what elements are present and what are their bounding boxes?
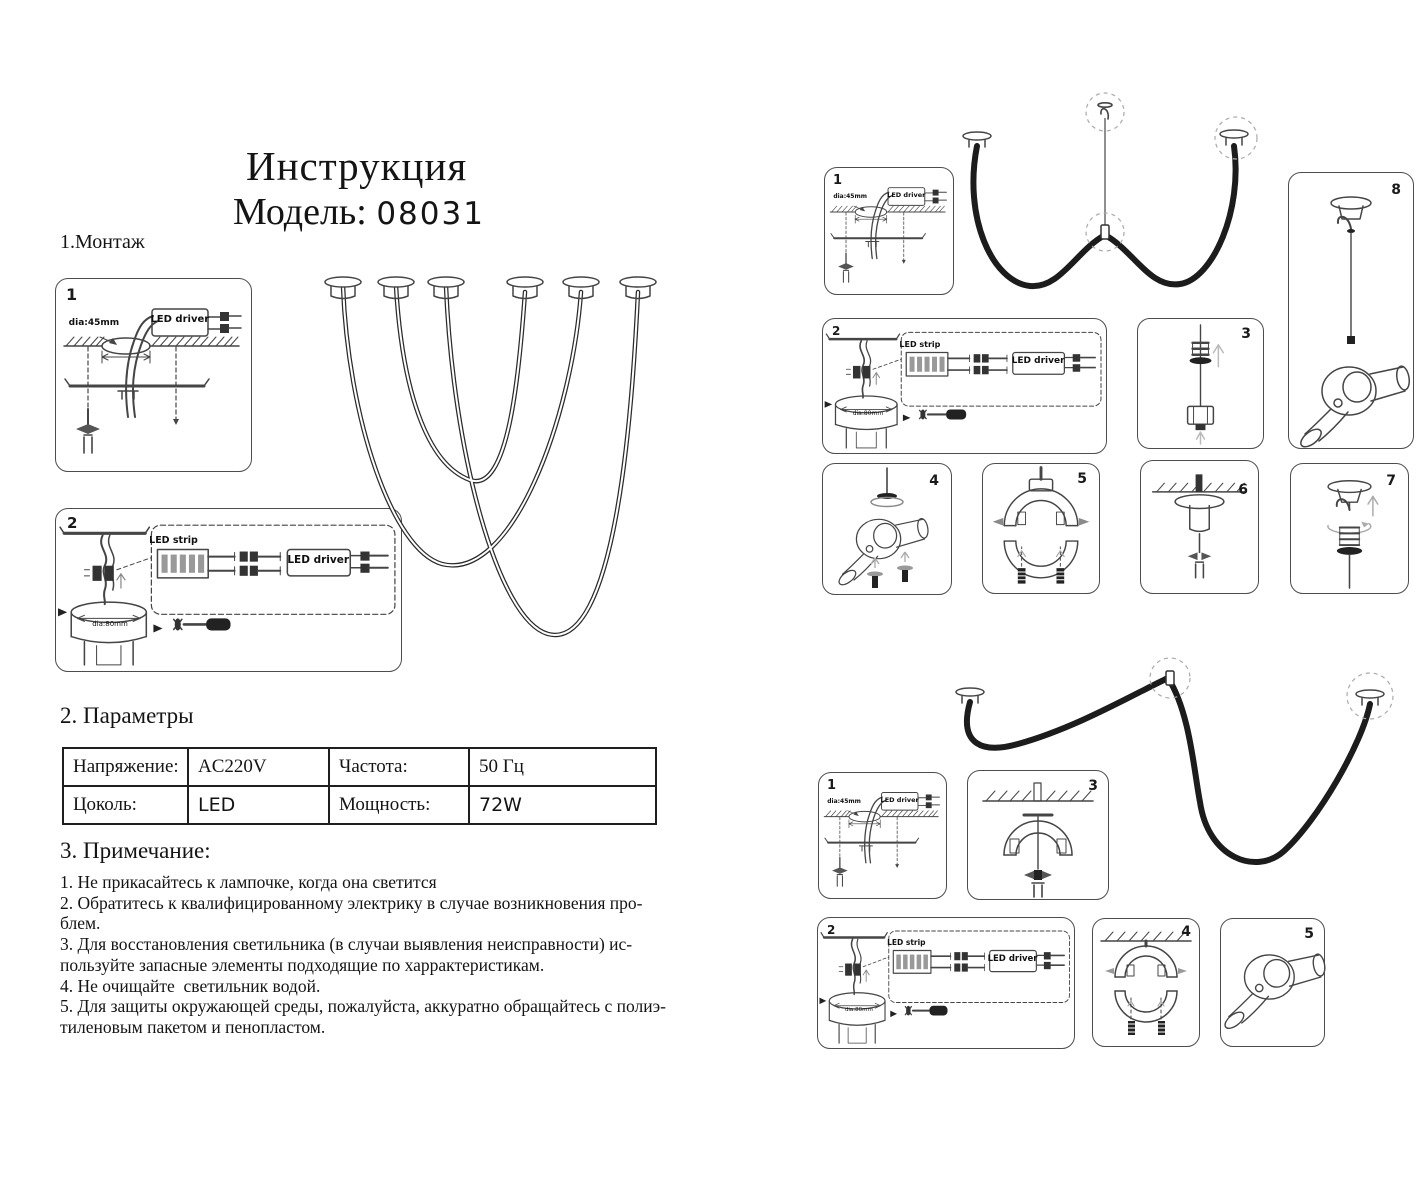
section-notes-heading: 3. Примечание:: [60, 838, 211, 863]
step-number: 2: [832, 324, 841, 338]
diagram-box-step2-top-right: [822, 318, 1107, 454]
led-driver-label: LED driver: [887, 190, 926, 199]
table-row: [63, 786, 656, 824]
diagram-box-step7-right: [1290, 463, 1409, 594]
dia-45mm-label: dia:45mm: [833, 193, 867, 201]
ceiling-arch-mount-diagram: [968, 771, 1108, 899]
notes-list: [60, 872, 750, 1038]
diagram-box-step4-bottom-right: [1092, 918, 1200, 1047]
chandelier-cords-drawing: [320, 268, 722, 673]
step-number: 6: [1238, 482, 1248, 498]
step-number: 4: [1181, 924, 1191, 940]
param-power-value: 72W: [469, 786, 656, 824]
led-strip-label: LED strip: [887, 938, 926, 948]
ceiling-hole-mount-diagram: [819, 773, 946, 898]
dia-45mm-label: dia:45mm: [68, 318, 120, 329]
params-table: [62, 747, 657, 825]
diagram-box-step4-right: [822, 463, 952, 595]
ceiling-hole-mount-diagram: [56, 279, 251, 471]
led-driver-label: LED driver: [150, 314, 210, 326]
step-number: 5: [1304, 926, 1314, 942]
step-number: 5: [1077, 471, 1087, 487]
led-strip-label: LED strip: [149, 534, 198, 546]
step-number: 3: [1088, 778, 1098, 794]
note-line: 5. Для защиты окружающей среды, пожалуйста, аккуратно обращайтесь с полиэ-: [60, 996, 666, 1017]
ceiling-hole-mount-diagram: [825, 168, 953, 294]
note-line: блем.: [60, 913, 101, 934]
note-line: тиленовым пакетом и пенопластом.: [60, 1016, 326, 1037]
led-strip-wiring-diagram: [818, 918, 1074, 1048]
step-number: 2: [67, 514, 78, 532]
note-line: 2. Обратитесь к квалифицированному электрику в случае возникновения про-: [60, 892, 643, 913]
section-montage-heading: 1.Монтаж: [60, 231, 145, 253]
led-driver-label: LED driver: [287, 554, 350, 567]
step-number: 4: [929, 473, 939, 489]
diagram-box-step5-right: [982, 463, 1100, 594]
step-number: 2: [827, 923, 836, 937]
dia-80mm-label: dia:80mm: [92, 619, 128, 628]
diagram-box-step2-bottom-right: [817, 917, 1075, 1049]
canopy-wire-clamp-diagram: [1289, 173, 1413, 448]
model-number: 08031: [376, 196, 485, 232]
diagram-box-step1-bottom-right: [818, 772, 947, 899]
note-line: 4. Не очищайте светильник водой.: [60, 975, 321, 996]
param-voltage-value: AC220V: [188, 748, 329, 786]
note-line: пользуйте запасные элементы подходящие по харрактеристикам.: [60, 954, 545, 975]
w-cable-hanging-drawing: [950, 92, 1265, 312]
section-params-heading: 2. Параметры: [60, 703, 194, 728]
dia-80mm-label: dia:80mm: [852, 410, 884, 418]
diagram-box-step5-bottom-right: [1220, 918, 1325, 1047]
diagram-box-step1-top-right: [824, 167, 954, 295]
diagram-box-step3-right: [1137, 318, 1264, 449]
table-row: [63, 748, 656, 786]
step-number: 1: [827, 778, 837, 793]
param-socket-value: LED: [188, 786, 329, 824]
step-number: 3: [1241, 326, 1251, 342]
model-label: Модель:: [233, 191, 367, 233]
step-number: 8: [1391, 182, 1401, 198]
param-frequency-value: 50 Гц: [469, 748, 656, 786]
led-driver-label: LED driver: [987, 954, 1038, 965]
dia-80mm-label: dia:80mm: [844, 1006, 873, 1013]
note-line: 1. Не прикасайтесь к лампочке, когда она светится: [60, 872, 437, 892]
diagram-box-step8-right: [1288, 172, 1414, 449]
ceiling-canopy-plug-diagram: [1141, 461, 1258, 593]
note-line: 3. Для восстановления светильника (в случаи выявления неисправности) ис-: [60, 934, 633, 955]
model-line: [233, 190, 485, 234]
diagram-box-step6-right: [1140, 460, 1259, 594]
param-socket-label: Цоколь:: [63, 786, 188, 824]
page-title: Инструкция: [246, 143, 468, 189]
led-driver-label: LED driver: [880, 795, 919, 804]
step-number: 7: [1386, 473, 1396, 489]
param-frequency-label: Частота:: [329, 748, 469, 786]
param-power-label: Мощность:: [329, 786, 469, 824]
led-strip-wiring-diagram: [823, 319, 1106, 453]
param-voltage-label: Напряжение:: [63, 748, 188, 786]
step-number: 1: [833, 173, 843, 188]
diagram-box-step1-left: [55, 278, 252, 472]
dia-45mm-label: dia:45mm: [827, 798, 861, 806]
step-number: 1: [66, 285, 78, 304]
led-driver-label: LED driver: [1011, 356, 1065, 367]
led-strip-label: LED strip: [899, 340, 941, 350]
diagram-box-step3-bottom-right: [967, 770, 1109, 900]
